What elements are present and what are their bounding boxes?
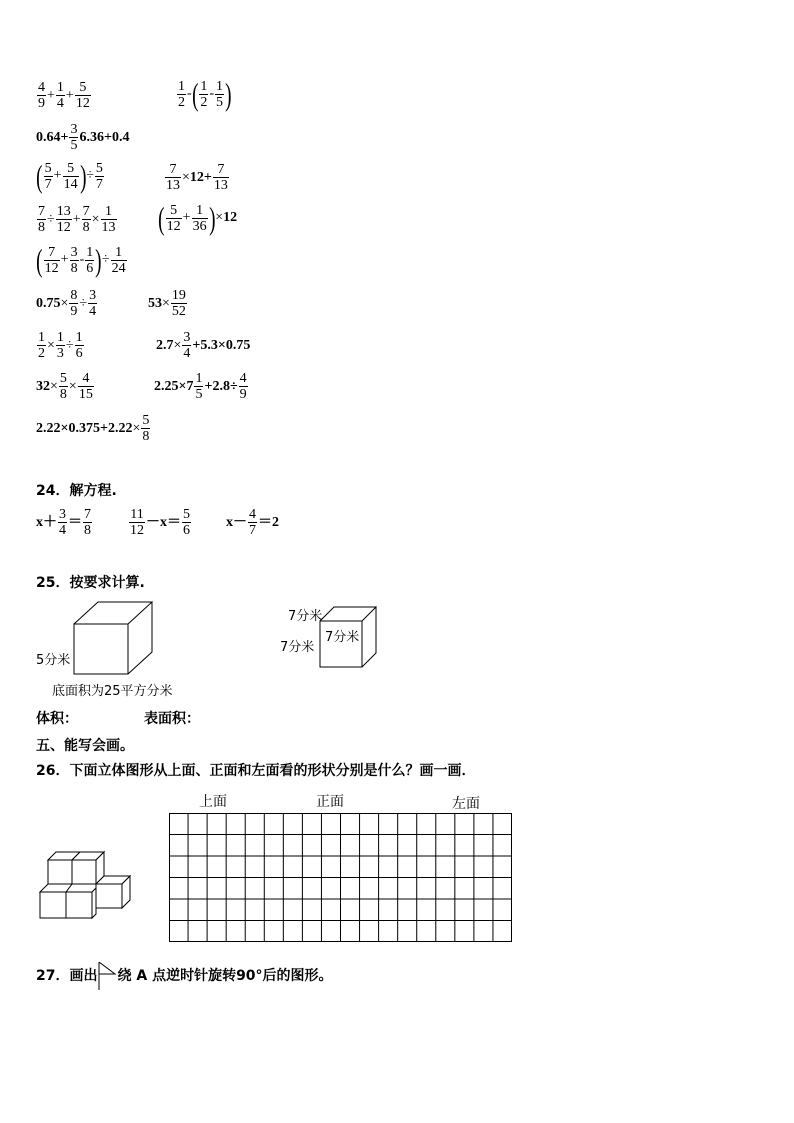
equation-3: x－ $\frac{4}{7}$ ＝2	[226, 507, 279, 538]
expr-9: 0.75× $\frac{8}{9}$ ÷ $\frac{3}{4}$	[36, 288, 97, 319]
fraction: $\frac{11}{12}$	[130, 507, 144, 538]
fraction: $\frac{3}{4}$	[89, 288, 97, 319]
fraction: $\frac{5}{12}$	[75, 80, 90, 111]
fraction: $\frac{1}{5}$	[216, 78, 223, 110]
cube-2-front-label: 7分米	[325, 630, 360, 645]
expr-7: ( $\frac{5}{12}$ + $\frac{1}{36}$ )×12	[158, 200, 238, 236]
fraction: $\frac{4}{15}$	[78, 371, 93, 402]
cube-1-caption: 底面积为25平方分米	[52, 684, 173, 699]
fraction: $\frac{1}{24}$	[111, 244, 126, 276]
fraction: $\frac{1}{13}$	[101, 204, 116, 235]
expr-6: $\frac{7}{8}$ ÷ $\frac{13}{12}$ + $\frac{7}{8}$ × $\frac{1}{13}$	[38, 204, 116, 235]
expr-5: $\frac{7}{13}$ ×12+ $\frac{7}{13}$	[166, 162, 228, 193]
question-27	[36, 962, 333, 990]
expr-12: 2.7× $\frac{3}{4}$ +5.3×0.75	[156, 330, 251, 361]
expr-14: 2.25×7 $\frac{1}{5}$ +2.8÷ $\frac{4}{9}$	[154, 371, 247, 402]
expr-3: 0.64+ $\frac{3}{5}$ 6.36+0.4	[36, 122, 130, 153]
fraction: $\frac{5}{14}$	[63, 160, 78, 192]
fraction: $\frac{4}{9}$	[239, 371, 247, 402]
expr-13: 32× $\frac{5}{8}$ × $\frac{4}{15}$	[36, 371, 93, 402]
fraction: $\frac{1}{6}$	[86, 244, 94, 276]
fraction: $\frac{8}{9}$	[70, 288, 78, 319]
fraction: $\frac{5}{12}$	[166, 202, 181, 234]
question-24-title: 24．解方程.	[36, 483, 117, 499]
cube-2-left-label: 7分米	[280, 640, 315, 655]
expr-10: 53× $\frac{19}{52}$	[148, 288, 186, 319]
fraction: $\frac{19}{52}$	[171, 288, 186, 319]
volume-label: 体积：	[36, 711, 78, 727]
expr-2: $\frac{1}{2}$ -( $\frac{1}{2}$ - $\frac{1}{5}$ )	[178, 76, 232, 112]
fraction: $\frac{4}{7}$	[249, 507, 256, 538]
fraction: $\frac{1}{3}$	[56, 330, 64, 361]
question-26-title: 26．下面立体图形从上面、正面和左面看的形状分别是什么？画一画．	[36, 763, 476, 779]
question-25-title: 25．按要求计算.	[36, 575, 145, 591]
surface-area-label: 表面积：	[144, 711, 200, 727]
fraction: $\frac{7}{8}$	[84, 507, 91, 538]
fraction: $\frac{1}{2}$	[178, 78, 185, 110]
section-5-heading: 五、能写会画。	[36, 738, 134, 754]
cube-1-side-label: 5分米	[36, 653, 71, 668]
fraction: $\frac{5}{7}$	[95, 160, 103, 192]
expr-4: ( $\frac{5}{7}$ + $\frac{5}{14}$ )÷ $\frac{5}{7}$	[36, 158, 103, 194]
fraction: $\frac{7}{13}$	[213, 162, 228, 193]
expr-8: ( $\frac{7}{12}$ + $\frac{3}{8}$ - $\frac{1}{6}$ )÷ $\frac{1}{24}$	[36, 242, 126, 278]
block-stack-figure	[38, 850, 134, 920]
fraction: $\frac{7}{8}$	[82, 204, 90, 235]
fraction: $\frac{1}{6}$	[75, 330, 83, 361]
cube-1-figure	[70, 600, 160, 680]
view-label-left: 左面	[452, 796, 480, 812]
view-label-front: 正面	[316, 794, 344, 810]
fraction: $\frac{4}{9}$	[38, 80, 45, 111]
fraction: $\frac{3}{5}$	[70, 122, 78, 153]
question-27-prefix: 27．画出	[36, 968, 98, 984]
fraction: $\frac{5}{8}$	[59, 371, 67, 402]
fraction: $\frac{5}{6}$	[183, 507, 190, 538]
rotation-shape-icon	[97, 962, 117, 990]
view-label-top: 上面	[199, 794, 227, 810]
fraction: $\frac{3}{4}$	[183, 330, 191, 361]
fraction: $\frac{3}{4}$	[59, 507, 66, 538]
fraction: $\frac{3}{8}$	[70, 244, 78, 276]
fraction: $\frac{1}{4}$	[56, 80, 64, 111]
cube-2-top-label: 7分米	[288, 609, 323, 624]
fraction: $\frac{1}{2}$	[38, 330, 45, 361]
fraction: $\frac{1}{2}$	[200, 78, 208, 110]
fraction: $\frac{1}{5}$	[195, 371, 203, 402]
drawing-grid[interactable]	[169, 813, 512, 942]
fraction: $\frac{7}{8}$	[38, 204, 45, 235]
fraction: $\frac{5}{7}$	[44, 160, 52, 192]
equation-2: $\frac{11}{12}$ －x＝ $\frac{5}{6}$	[130, 507, 190, 538]
fraction: $\frac{7}{13}$	[166, 162, 180, 193]
expr-15: 2.22×0.375+2.22× $\frac{5}{8}$	[36, 413, 150, 444]
fraction: $\frac{13}{12}$	[56, 204, 71, 235]
expr-11: $\frac{1}{2}$ × $\frac{1}{3}$ ÷ $\frac{1}{6}$	[38, 330, 83, 361]
fraction: $\frac{1}{36}$	[192, 202, 207, 234]
fraction: $\frac{5}{8}$	[142, 413, 150, 444]
fraction: $\frac{7}{12}$	[44, 244, 59, 276]
question-27-text: 绕 A 点逆时针旋转90°后的图形。	[117, 968, 333, 984]
equation-1: x＋ $\frac{3}{4}$ ＝ $\frac{7}{8}$	[36, 507, 91, 538]
expr-1: $\frac{4}{9}$ + $\frac{1}{4}$ + $\frac{5}{12}$	[38, 80, 90, 111]
